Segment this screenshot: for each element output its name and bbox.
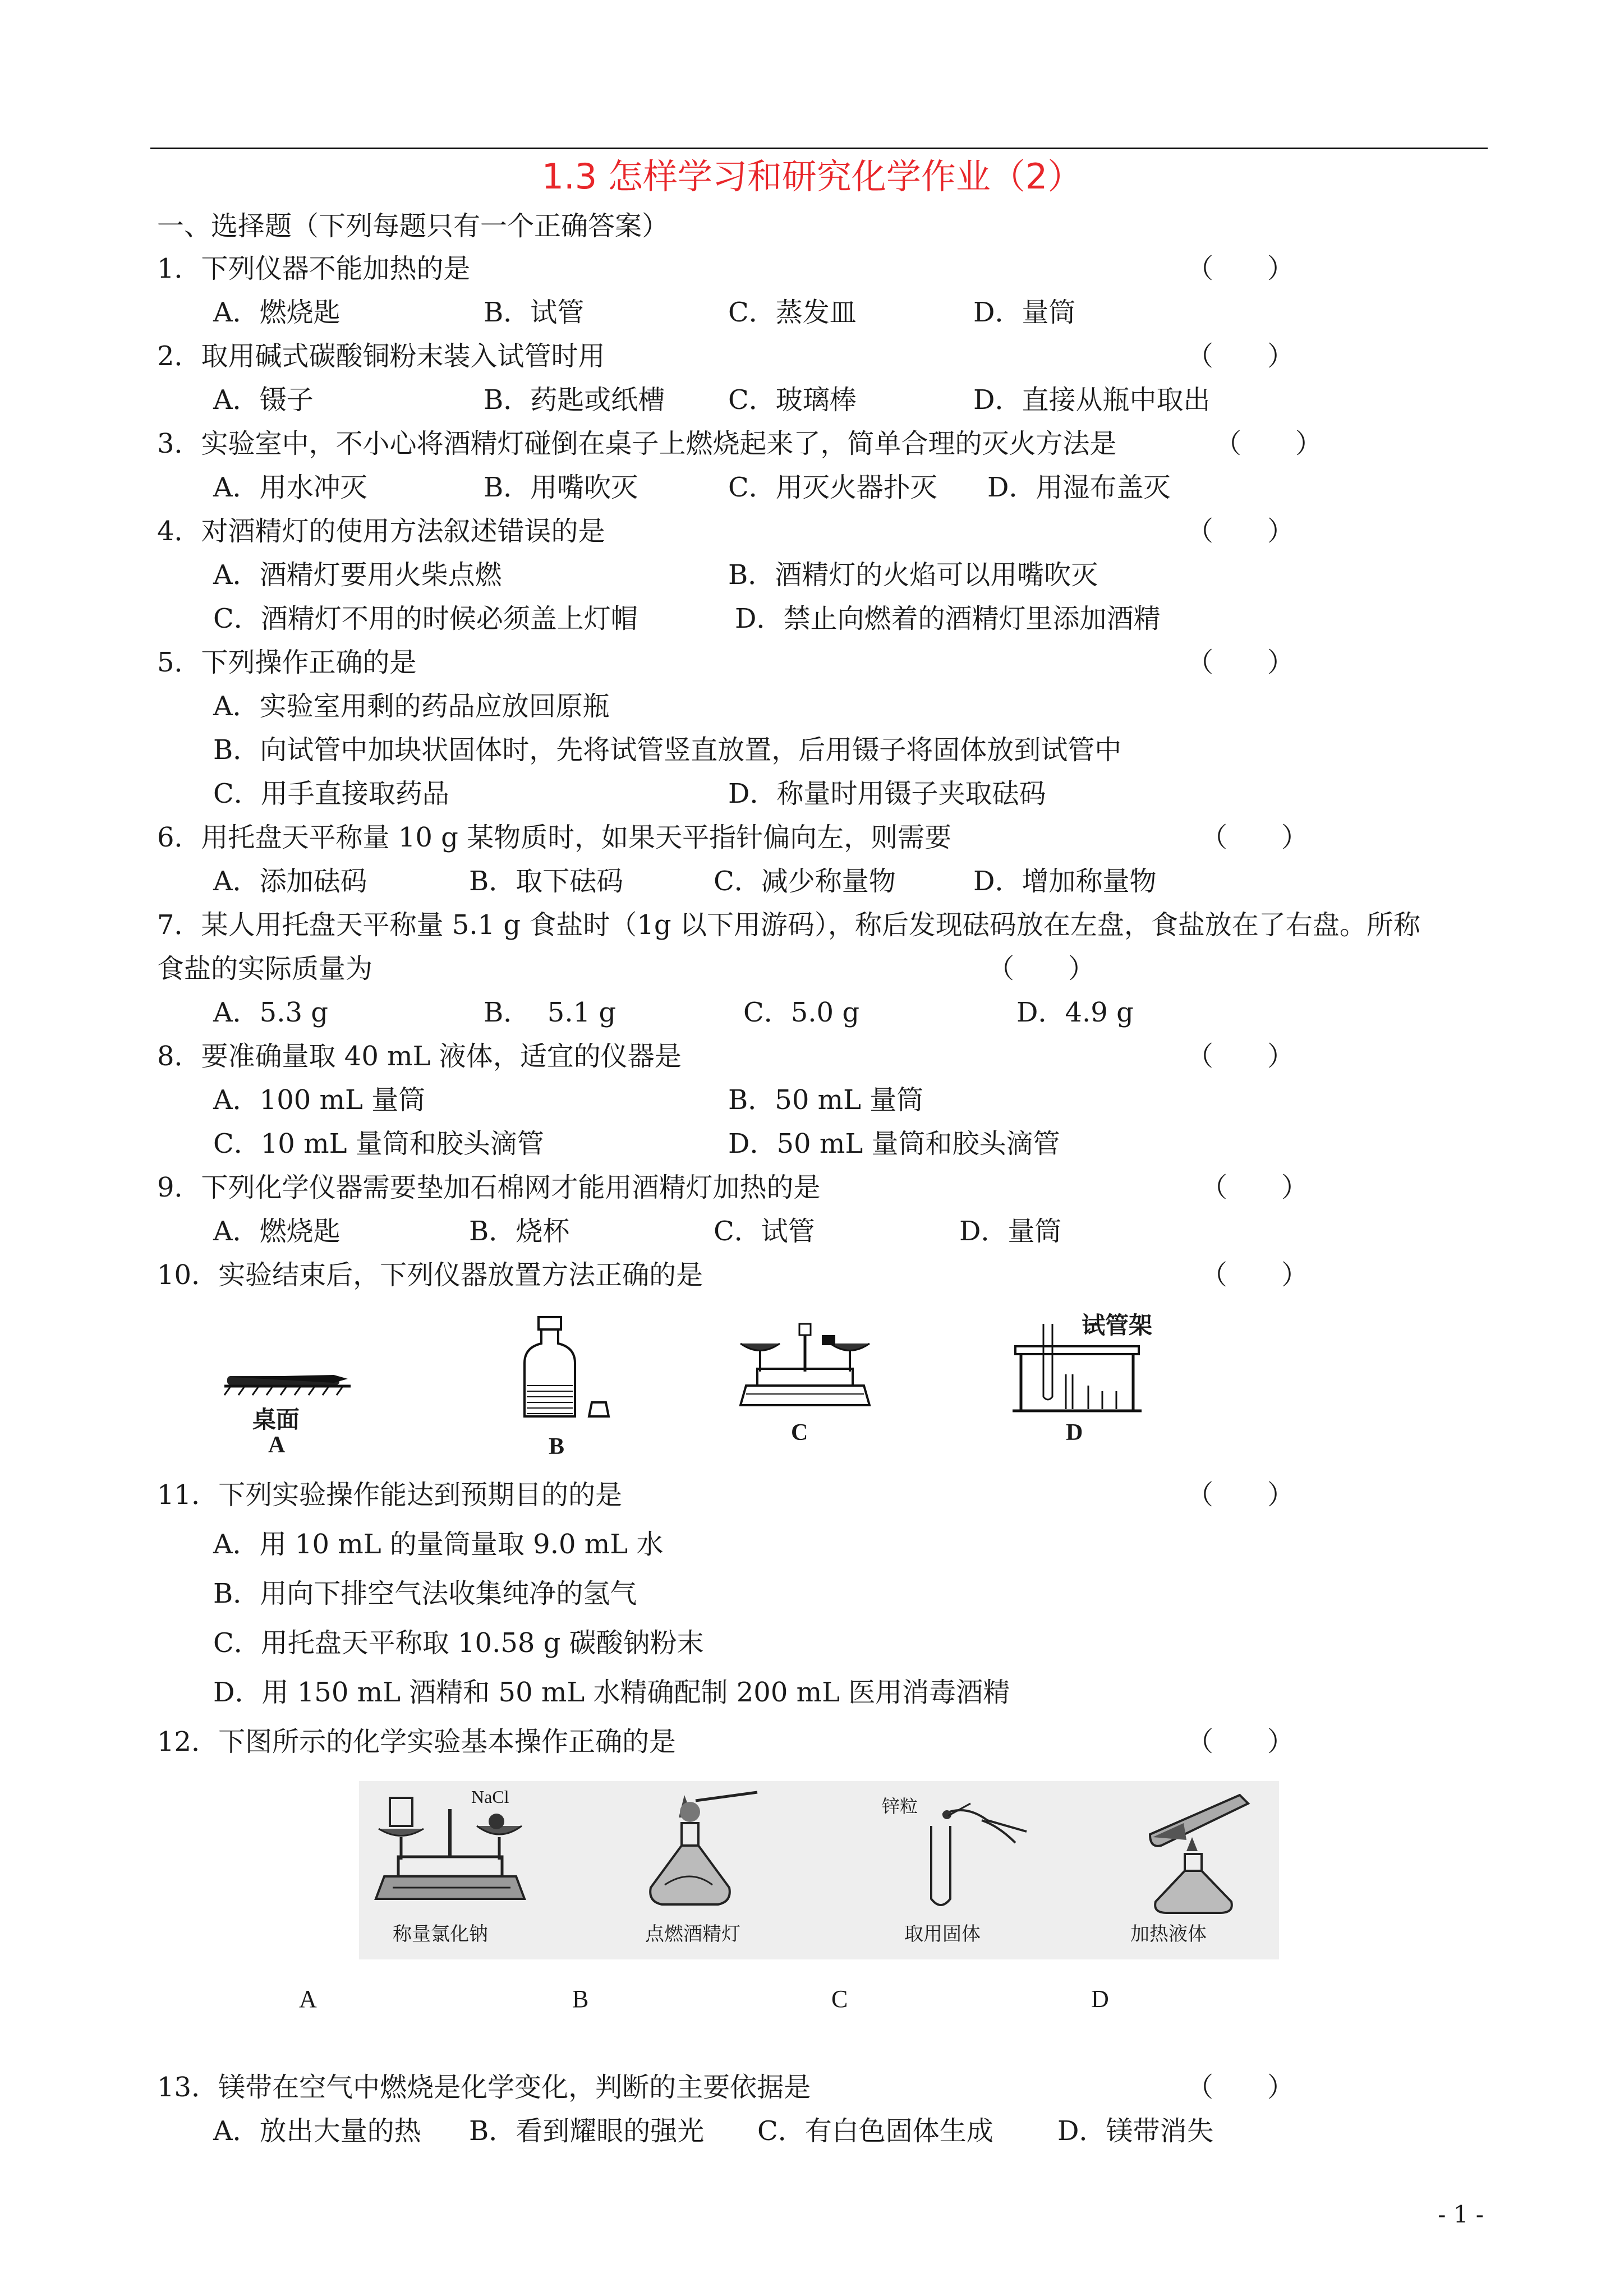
q10-figure-b-bottle-illustration	[519, 1313, 620, 1425]
q6-option-c: C．减少称量物	[714, 866, 896, 897]
header-rule	[150, 148, 1488, 149]
q13-option-b: B．看到耀眼的强光	[469, 2115, 705, 2147]
q8-stem: 8．要准确量取 40 mL 液体，适宜的仪器是	[157, 1041, 682, 1072]
q12-stem: 12．下图所示的化学实验基本操作正确的是	[157, 1726, 677, 1757]
q13-answer-paren: （ ）	[1186, 2072, 1295, 2103]
q12-caption-d: 加热液体	[1130, 1923, 1207, 1945]
q12-figure-c-solid-illustration	[903, 1792, 1038, 1916]
q3-option-b: B．用嘴吹灭	[484, 472, 638, 503]
q8-answer-paren: （ ）	[1186, 1041, 1295, 1072]
q4-stem: 4．对酒精灯的使用方法叙述错误的是	[157, 516, 605, 547]
q13-option-a: A．放出大量的热	[213, 2115, 421, 2147]
q8-option-b: B．50 mL 量筒	[728, 1084, 924, 1116]
q12-label-b: B	[572, 1985, 589, 2013]
q2-option-a: A．镊子	[213, 384, 314, 416]
q1-option-c: C．蒸发皿	[728, 297, 857, 328]
q7-answer-paren: （ ）	[987, 953, 1096, 984]
q5-option-d: D．称量时用镊子夹取砝码	[728, 778, 1046, 809]
q6-option-b: B．取下砝码	[469, 866, 624, 897]
q7-option-c: C．5.0 g	[743, 997, 860, 1028]
q12-figure-d-heating-illustration	[1133, 1784, 1268, 1918]
page-title: 1.3 怎样学习和研究化学作业（2）	[541, 156, 1083, 197]
q4-option-b: B．酒精灯的火焰可以用嘴吹灭	[728, 559, 1098, 591]
q5-answer-paren: （ ）	[1186, 647, 1295, 678]
q3-option-c: C．用灭火器扑灭	[728, 472, 937, 503]
q11-option-b: B．用向下排空气法收集纯净的氢气	[213, 1578, 637, 1609]
q3-option-d: D．用湿布盖灭	[987, 472, 1171, 503]
q10-rack-label: 试管架	[1082, 1313, 1153, 1339]
q7-stem-line1: 7．某人用托盘天平称量 5.1 g 食盐时（1g 以下用游码），称后发现砝码放在左盘，食盐放在了右盘。所称	[157, 909, 1420, 941]
q6-stem: 6．用托盘天平称量 10 g 某物质时，如果天平指针偏向左，则需要	[157, 822, 952, 853]
q3-answer-paren: （ ）	[1214, 428, 1323, 459]
q1-option-d: D．量筒	[973, 297, 1076, 328]
q7-option-a: A．5.3 g	[213, 997, 328, 1028]
q7-option-b: B． 5.1 g	[484, 997, 617, 1028]
q13-option-c: C．有白色固体生成	[757, 2115, 993, 2147]
q5-option-c: C．用手直接取药品	[213, 778, 449, 809]
q9-option-a: A．燃烧匙	[213, 1216, 341, 1247]
q2-stem: 2．取用碱式碳酸铜粉末装入试管时用	[157, 341, 605, 372]
q11-stem: 11．下列实验操作能达到预期目的的是	[157, 1479, 623, 1511]
q1-stem: 1．下列仪器不能加热的是	[157, 253, 471, 284]
q6-option-d: D．增加称量物	[973, 866, 1157, 897]
q3-stem: 3．实验室中，不小心将酒精灯碰倒在桌子上燃烧起来了，简单合理的灭火方法是	[157, 428, 1117, 459]
q8-option-c: C．10 mL 量筒和胶头滴管	[213, 1128, 544, 1159]
q12-figure-b-lamp-illustration	[640, 1789, 769, 1918]
q12-caption-a: 称量氯化钠	[393, 1923, 488, 1945]
q11-option-a: A．用 10 mL 的量筒量取 9.0 mL 水	[213, 1529, 664, 1560]
q12-caption-b: 点燃酒精灯	[645, 1923, 740, 1945]
q3-option-a: A．用水冲灭	[213, 472, 367, 503]
q4-option-c: C．酒精灯不用的时候必须盖上灯帽	[213, 603, 638, 634]
q9-option-b: B．烧杯	[469, 1216, 570, 1247]
q9-option-d: D．量筒	[959, 1216, 1062, 1247]
q12-figure-a-weighing-illustration	[370, 1787, 555, 1921]
q10-answer-paren: （ ）	[1200, 1259, 1309, 1291]
q6-option-a: A．添加砝码	[213, 866, 367, 897]
q10-stem: 10．实验结束后，下列仪器放置方法正确的是	[157, 1259, 703, 1291]
q2-answer-paren: （ ）	[1186, 341, 1295, 372]
q12-label-d: D	[1091, 1985, 1109, 2013]
q11-answer-paren: （ ）	[1186, 1479, 1295, 1511]
q5-option-b: B．向试管中加块状固体时，先将试管竖直放置，后用镊子将固体放到试管中	[213, 734, 1122, 766]
q12-answer-paren: （ ）	[1186, 1726, 1295, 1757]
page-number: - 1 -	[1438, 2201, 1484, 2228]
q12-zinc-label: 锌粒	[882, 1796, 918, 1817]
q12-label-c: C	[831, 1985, 848, 2013]
q10-label-a: A	[268, 1432, 286, 1458]
q4-option-d: D．禁止向燃着的酒精灯里添加酒精	[735, 603, 1161, 634]
q4-option-a: A．酒精灯要用火柴点燃	[213, 559, 502, 591]
q12-nacl-label: NaCl	[471, 1787, 509, 1807]
section-heading: 一、选择题（下列每题只有一个正确答案）	[157, 210, 669, 242]
q10-label-b: B	[549, 1434, 565, 1460]
q10-desk-label: 桌面	[252, 1407, 300, 1433]
q9-option-c: C．试管	[714, 1216, 815, 1247]
q8-option-a: A．100 mL 量筒	[213, 1084, 426, 1116]
q6-answer-paren: （ ）	[1200, 822, 1309, 853]
q10-label-d: D	[1066, 1420, 1083, 1446]
q5-stem: 5．下列操作正确的是	[157, 647, 417, 678]
q9-stem: 9．下列化学仪器需要垫加石棉网才能用酒精灯加热的是	[157, 1172, 821, 1203]
q7-option-d: D．4.9 g	[1016, 997, 1134, 1028]
q2-option-b: B．药匙或纸槽	[484, 384, 665, 416]
q11-option-d: D．用 150 mL 酒精和 50 mL 水精确配制 200 mL 医用消毒酒精	[213, 1677, 1010, 1708]
q12-caption-c: 取用固体	[904, 1923, 981, 1945]
q2-option-c: C．玻璃棒	[728, 384, 857, 416]
q2-option-d: D．直接从瓶中取出	[973, 384, 1211, 416]
q13-stem: 13．镁带在空气中燃烧是化学变化，判断的主要依据是	[157, 2072, 811, 2103]
q13-option-d: D．镁带消失	[1057, 2115, 1214, 2147]
q1-answer-paren: （ ）	[1186, 253, 1295, 284]
q10-label-c: C	[791, 1420, 808, 1446]
q1-option-a: A．燃烧匙	[213, 297, 341, 328]
q1-option-b: B．试管	[484, 297, 585, 328]
q8-option-d: D．50 mL 量筒和胶头滴管	[728, 1128, 1060, 1159]
q10-figure-c-balance-illustration	[735, 1315, 875, 1411]
q7-stem-line2: 食盐的实际质量为	[157, 953, 373, 984]
q11-option-c: C．用托盘天平称取 10.58 g 碳酸钠粉末	[213, 1627, 704, 1659]
q9-answer-paren: （ ）	[1200, 1172, 1309, 1203]
q12-label-a: A	[299, 1985, 317, 2013]
q4-answer-paren: （ ）	[1186, 516, 1295, 547]
q5-option-a: A．实验室用剩的药品应放回原瓶	[213, 691, 610, 722]
